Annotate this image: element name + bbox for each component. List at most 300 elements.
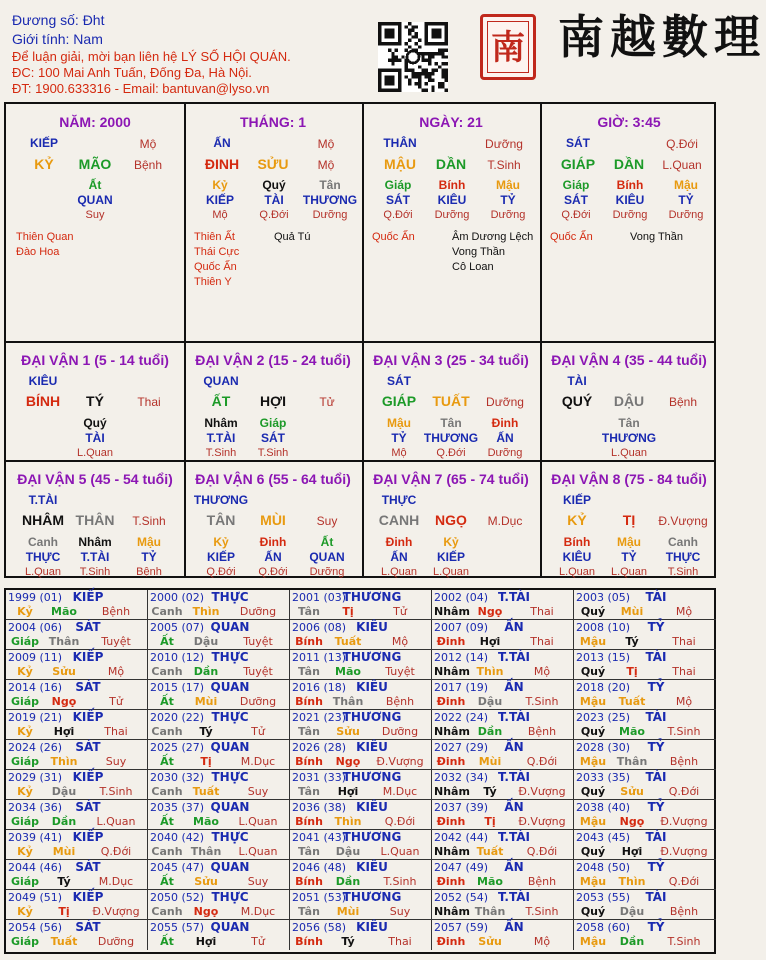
year-label: 2042 (44)	[434, 831, 489, 844]
year-stage: Thai	[104, 725, 128, 738]
hidden-stem-3: Mậu	[496, 178, 520, 192]
year-star: KIÊU	[356, 680, 388, 694]
contact-address: ĐC: 100 Mai Anh Tuấn, Đống Đa, Hà Nội.	[12, 65, 252, 80]
year-stem: Canh	[151, 845, 183, 858]
dai-van-hidden-stage: L.Quan	[24, 566, 62, 578]
dai-van-stem: KỶ	[567, 512, 587, 528]
year-stage: L.Quan	[380, 845, 420, 858]
year-label: 2045 (47)	[150, 861, 205, 874]
year-cell	[574, 650, 716, 680]
year-branch: Hợi	[337, 785, 359, 798]
dai-van-hidden-stage: T.Sinh	[257, 447, 289, 459]
year-star: THƯƠNG	[342, 590, 402, 604]
pillar-branch-stage: T.Sinh	[487, 158, 521, 172]
year-stem: Mậu	[579, 815, 607, 828]
year-cell	[574, 740, 716, 770]
dai-van-hidden-star: SÁT	[261, 431, 285, 445]
year-label: 2000 (02)	[150, 591, 205, 604]
year-star: QUAN	[210, 620, 250, 634]
year-stage: Suy	[105, 755, 127, 768]
dai-van-hidden-stage: T.Sinh	[667, 566, 699, 578]
year-cell	[574, 800, 716, 830]
year-cell	[290, 680, 432, 710]
year-star: KIẾP	[72, 890, 104, 904]
dai-van-hidden-stem: Canh	[28, 535, 58, 549]
year-stem: Đinh	[436, 755, 466, 768]
year-stem: Ất	[160, 875, 174, 888]
auspicious-star: Quốc Ấn	[194, 261, 237, 273]
dai-van-stem: BÍNH	[25, 393, 61, 409]
year-stem: Quý	[580, 725, 606, 738]
year-star: T.TÀI	[498, 710, 530, 724]
year-label: 2025 (27)	[150, 741, 205, 754]
year-star: TÀI	[645, 890, 667, 904]
pillar-branch-stage: L.Quan	[662, 158, 702, 172]
year-label: 2029 (31)	[8, 771, 63, 784]
dai-van-branch: HỢI	[260, 393, 286, 409]
inauspicious-star: Âm Dương Lệch	[452, 231, 534, 243]
year-stem: Quý	[580, 665, 606, 678]
year-stem: Canh	[151, 665, 183, 678]
dai-van-stem: CANH	[378, 512, 420, 528]
auspicious-star: Thiên Ất	[194, 231, 235, 243]
year-label: 2022 (24)	[434, 711, 489, 724]
year-stem: Quý	[580, 605, 606, 618]
pillar-title: GIỜ: 3:45	[597, 114, 661, 130]
year-cell	[432, 800, 574, 830]
dai-van-stem: NHÂM	[22, 512, 64, 528]
year-stage: Bệnh	[669, 905, 699, 918]
year-star: THỰC	[211, 650, 249, 664]
year-star: KIẾP	[72, 710, 104, 724]
auspicious-star: Thiên Quan	[16, 231, 74, 243]
year-stem: Giáp	[10, 815, 40, 828]
hidden-star-1: SÁT	[386, 193, 410, 207]
year-branch: Mùi	[336, 905, 360, 918]
dai-van-hidden-stem: Đinh	[259, 535, 287, 549]
dai-van-hidden-stem: Mậu	[617, 535, 641, 549]
year-stage: Q.Đới	[526, 845, 558, 858]
dai-van-hidden-star: TỶ	[621, 550, 637, 564]
dai-van-2	[184, 343, 362, 460]
dai-van-hidden-star: T.TÀI	[206, 431, 236, 445]
year-star: KIÊU	[356, 860, 388, 874]
year-stem: Đinh	[436, 935, 466, 948]
year-star: T.TÀI	[498, 590, 530, 604]
dai-van-hidden-stem: Quý	[83, 416, 107, 430]
year-label: 2049 (51)	[8, 891, 63, 904]
pillar-title: NĂM: 2000	[59, 114, 131, 130]
year-branch: Sửu	[52, 665, 76, 678]
year-branch: Hợi	[195, 935, 217, 948]
year-branch: Tị	[58, 905, 70, 918]
pillar-stem-stage: Mộ	[139, 137, 157, 151]
pillar-grid	[4, 102, 716, 578]
year-label: 2040 (42)	[150, 831, 205, 844]
hidden-stem-2: Quý	[262, 178, 286, 192]
year-stem: Canh	[151, 905, 183, 918]
year-cell	[6, 890, 148, 920]
year-stem: Bính	[295, 875, 323, 888]
year-label: 2003 (05)	[576, 591, 631, 604]
dai-van-7	[362, 462, 540, 579]
year-stage: T.Sinh	[525, 695, 559, 708]
auspicious-star: Thiên Y	[194, 276, 232, 288]
year-stage: M.Dục	[240, 755, 276, 768]
dai-van-hidden-star: KIÊU	[562, 550, 592, 564]
year-branch: Mão	[477, 875, 503, 888]
annual-luck-table	[4, 588, 716, 954]
year-cell	[574, 860, 716, 890]
year-branch: Dậu	[193, 635, 219, 648]
year-cell	[6, 830, 148, 860]
dai-van-hidden-stage: L.Quan	[432, 566, 470, 578]
year-label: 2039 (41)	[8, 831, 63, 844]
year-stem: Mậu	[579, 935, 607, 948]
dai-van-title: ĐẠI VẬN 7 (65 - 74 tuổi)	[373, 471, 529, 487]
dai-van-branch: THÂN	[75, 512, 115, 528]
year-branch: Mùi	[620, 605, 644, 618]
year-star: KIÊU	[356, 800, 388, 814]
year-star: THỰC	[211, 890, 249, 904]
inauspicious-star: Quả Tú	[274, 231, 311, 243]
year-cell	[290, 890, 432, 920]
year-cell	[574, 890, 716, 920]
year-branch: Thân	[474, 905, 506, 918]
year-branch: Thìn	[334, 815, 362, 828]
year-stage: Mộ	[533, 935, 551, 948]
year-star: T.TÀI	[498, 770, 530, 784]
year-label: 2016 (18)	[292, 681, 347, 694]
year-cell	[290, 860, 432, 890]
dai-van-hidden-stem: Canh	[668, 535, 698, 549]
year-label: 2032 (34)	[434, 771, 489, 784]
year-stem: Quý	[580, 785, 606, 798]
year-star: QUAN	[210, 920, 250, 934]
year-stage: Bệnh	[669, 755, 699, 768]
hidden-stage-3: Dưỡng	[312, 209, 348, 221]
dai-van-8	[540, 462, 718, 579]
dai-van-title: ĐẠI VẬN 6 (55 - 64 tuổi)	[195, 471, 351, 487]
hidden-stage-1: Q.Đới	[561, 209, 591, 221]
year-star: THƯƠNG	[342, 830, 402, 844]
year-stem: Mậu	[579, 755, 607, 768]
dai-van-hidden-star: THỰC	[25, 550, 61, 564]
year-label: 2054 (56)	[8, 921, 63, 934]
year-star: SÁT	[75, 740, 101, 754]
year-stage: T.Sinh	[525, 905, 559, 918]
year-branch: Thân	[190, 845, 222, 858]
year-branch: Tị	[626, 665, 638, 678]
year-cell	[574, 830, 716, 860]
year-branch: Tuất	[476, 845, 504, 858]
year-branch: Ngọ	[51, 695, 77, 708]
year-branch: Mão	[51, 605, 77, 618]
year-stem: Kỷ	[17, 725, 33, 738]
year-label: 2044 (46)	[8, 861, 63, 874]
year-stage: Mộ	[675, 605, 693, 618]
dai-van-star: T.TÀI	[28, 493, 58, 507]
dai-van-stage: Dưỡng	[486, 395, 524, 409]
dai-van-hidden-stem: Kỷ	[213, 535, 229, 549]
year-branch: Dậu	[335, 845, 361, 858]
year-stem: Mậu	[579, 875, 607, 888]
year-star: THƯƠNG	[342, 710, 402, 724]
year-cell	[432, 650, 574, 680]
year-label: 2041 (43)	[292, 831, 347, 844]
year-star: SÁT	[75, 920, 101, 934]
dai-van-title: ĐẠI VẬN 4 (35 - 44 tuổi)	[551, 352, 707, 368]
year-stage: M.Dục	[382, 785, 418, 798]
dai-van-6	[184, 462, 362, 579]
year-stem: Bính	[295, 755, 323, 768]
dai-van-hidden-stage: Bệnh	[136, 566, 162, 578]
year-branch: Mùi	[52, 845, 76, 858]
pillar-stem: KỶ	[34, 156, 54, 172]
year-stage: Tử	[109, 695, 123, 708]
year-star: KIẾP	[72, 770, 104, 784]
dai-van-branch: TUẤT	[432, 393, 470, 409]
year-stage: Thai	[672, 665, 696, 678]
year-stem: Ất	[160, 815, 174, 828]
dai-van-hidden-stem: Tân	[618, 416, 640, 430]
pillar-stem: GIÁP	[560, 156, 596, 172]
year-stage: Bệnh	[527, 875, 557, 888]
dai-van-hidden-stem: Kỷ	[443, 535, 459, 549]
year-star: TÀI	[645, 650, 667, 664]
year-branch: Tuất	[618, 695, 646, 708]
dai-van-hidden-star: TỶ	[141, 550, 157, 564]
year-stage: Thai	[530, 605, 554, 618]
year-star: THỰC	[211, 590, 249, 604]
year-cell	[432, 770, 574, 800]
year-cell	[6, 650, 148, 680]
year-cell	[6, 620, 148, 650]
year-label: 2047 (49)	[434, 861, 489, 874]
dai-van-4	[540, 343, 718, 460]
year-cell	[432, 830, 574, 860]
year-stage: Mộ	[533, 665, 551, 678]
year-cell	[290, 710, 432, 740]
year-branch: Dậu	[477, 695, 503, 708]
dai-van-hidden-star: TỶ	[391, 431, 407, 445]
year-stem: Canh	[151, 605, 183, 618]
dai-van-hidden-stem: Bính	[563, 535, 591, 549]
year-label: 2009 (11)	[8, 651, 63, 664]
year-stage: Đ.Vượng	[518, 785, 566, 798]
year-star: TỶ	[647, 740, 665, 754]
year-branch: Tuất	[192, 785, 220, 798]
year-branch: Hợi	[53, 725, 75, 738]
red-seal-icon: 南	[480, 14, 536, 80]
year-branch: Tý	[483, 785, 497, 798]
year-label: 2010 (12)	[150, 651, 205, 664]
year-stem: Ất	[160, 635, 174, 648]
dai-van-hidden-stem: Đinh	[385, 535, 413, 549]
pillar-stem-stage: Q.Đới	[666, 137, 698, 151]
dai-van-hidden-stage: L.Quan	[558, 566, 596, 578]
year-branch: Dần	[51, 815, 77, 828]
hidden-star-3: TỶ	[500, 193, 516, 207]
hidden-stage-2: Dưỡng	[612, 209, 648, 221]
hidden-stem-1: Giáp	[384, 178, 412, 192]
year-cell	[290, 770, 432, 800]
year-star: KIẾP	[72, 830, 104, 844]
year-star: ẤN	[504, 680, 524, 694]
pillar-stem-star: SÁT	[566, 136, 590, 150]
year-label: 2033 (35)	[576, 771, 631, 784]
dai-van-branch: DẬU	[613, 393, 645, 409]
dai-van-5	[6, 462, 184, 579]
year-cell	[574, 920, 716, 950]
year-stem: Nhâm	[434, 725, 470, 738]
dai-van-stage: M.Dục	[487, 514, 523, 528]
dai-van-title: ĐẠI VẬN 3 (25 - 34 tuổi)	[373, 352, 529, 368]
year-star: ẤN	[504, 620, 524, 634]
year-stage: Bệnh	[385, 695, 415, 708]
pillar-stem-stage: Dưỡng	[485, 137, 523, 151]
dai-van-branch: TÝ	[86, 393, 104, 409]
year-stem: Kỷ	[17, 785, 33, 798]
hidden-stem-1: Ất	[88, 178, 102, 192]
year-stage: L.Quan	[96, 815, 136, 828]
year-label: 2002 (04)	[434, 591, 489, 604]
year-stage: Mộ	[675, 695, 693, 708]
dai-van-hidden-star: T.TÀI	[80, 550, 110, 564]
year-label: 2014 (16)	[8, 681, 63, 694]
year-branch: Hợi	[479, 635, 501, 648]
year-label: 2028 (30)	[576, 741, 631, 754]
year-star: KIÊU	[356, 740, 388, 754]
dai-van-stage: T.Sinh	[132, 514, 166, 528]
year-label: 2051 (53)	[292, 891, 347, 904]
dai-van-hidden-stage: T.Sinh	[205, 447, 237, 459]
year-branch: Sửu	[620, 785, 644, 798]
dai-van-title: ĐẠI VẬN 2 (15 - 24 tuổi)	[195, 352, 351, 368]
year-stage: Đ.Vượng	[660, 845, 708, 858]
year-branch: Mùi	[194, 695, 218, 708]
year-stage: Tử	[251, 935, 265, 948]
pillar-title: THÁNG: 1	[239, 114, 307, 130]
dai-van-title: ĐẠI VẬN 1 (5 - 14 tuổi)	[21, 352, 169, 368]
year-label: 2036 (38)	[292, 801, 347, 814]
year-stage: Dưỡng	[239, 695, 277, 708]
year-stem: Giáp	[10, 875, 40, 888]
year-cell	[148, 740, 290, 770]
year-branch: Tý	[341, 935, 355, 948]
year-label: 2052 (54)	[434, 891, 489, 904]
year-branch: Sửu	[478, 935, 502, 948]
hidden-star-2: KIÊU	[437, 193, 467, 207]
year-star: SÁT	[75, 680, 101, 694]
year-stage: Q.Đới	[668, 875, 700, 888]
year-cell	[574, 770, 716, 800]
dai-van-hidden-stem: Tân	[440, 416, 462, 430]
year-stem: Kỷ	[17, 905, 33, 918]
year-stem: Giáp	[10, 935, 40, 948]
year-cell	[6, 920, 148, 950]
year-label: 2053 (55)	[576, 891, 631, 904]
year-stage: T.Sinh	[383, 875, 417, 888]
year-cell	[290, 800, 432, 830]
year-cell	[432, 710, 574, 740]
year-branch: Mão	[193, 815, 219, 828]
year-stage: L.Quan	[238, 845, 278, 858]
year-branch: Mùi	[478, 755, 502, 768]
year-branch: Ngọ	[335, 755, 361, 768]
year-stage: Mộ	[107, 665, 125, 678]
pillar-branch: DẦN	[435, 156, 467, 172]
dai-van-stem: GIÁP	[381, 393, 417, 409]
hidden-star-2: KIÊU	[615, 193, 645, 207]
dai-van-star: KIẾP	[562, 493, 591, 507]
year-stage: Q.Đới	[100, 845, 132, 858]
year-cell	[432, 620, 574, 650]
hidden-stage-1: Q.Đới	[383, 209, 413, 221]
year-stem: Đinh	[436, 875, 466, 888]
year-star: QUAN	[210, 800, 250, 814]
year-label: 2018 (20)	[576, 681, 631, 694]
auspicious-star: Quốc Ấn	[372, 231, 415, 243]
dai-van-hidden-star: THỰC	[665, 550, 701, 564]
year-star: TỶ	[647, 800, 665, 814]
dai-van-hidden-stage: L.Quan	[76, 447, 114, 459]
year-branch: Thân	[48, 635, 80, 648]
dai-van-hidden-stage: T.Sinh	[79, 566, 111, 578]
year-branch: Tị	[342, 605, 354, 618]
year-label: 2035 (37)	[150, 801, 205, 814]
year-branch: Thân	[616, 755, 648, 768]
year-label: 2015 (17)	[150, 681, 205, 694]
year-label: 2013 (15)	[576, 651, 631, 664]
year-stage: Suy	[389, 905, 411, 918]
year-branch: Mão	[619, 725, 645, 738]
year-stage: Bệnh	[527, 725, 557, 738]
dai-van-stage: Đ.Vượng	[658, 514, 708, 528]
hidden-stage-2: Q.Đới	[259, 209, 289, 221]
dai-van-hidden-star: KIẾP	[436, 550, 465, 564]
year-label: 2008 (10)	[576, 621, 631, 634]
year-branch: Tý	[57, 875, 71, 888]
dai-van-stem: TÂN	[206, 512, 236, 528]
dai-van-hidden-stage: Dưỡng	[309, 566, 345, 578]
year-cell	[432, 920, 574, 950]
dai-van-branch: MÙI	[260, 512, 286, 528]
year-cell	[148, 590, 290, 620]
dai-van-branch: NGỌ	[435, 512, 467, 528]
hidden-star-2: TÀI	[264, 193, 284, 207]
year-label: 2020 (22)	[150, 711, 205, 724]
year-stage: Q.Đới	[668, 785, 700, 798]
year-stem: Bính	[295, 815, 323, 828]
dai-van-star: THƯƠNG	[193, 493, 249, 507]
brand-logo: 南越數理	[558, 10, 766, 64]
year-cell	[6, 800, 148, 830]
dai-van-hidden-stem: Nhâm	[204, 416, 238, 430]
dai-van-hidden-star: QUAN	[309, 550, 345, 564]
dai-van-star: SÁT	[387, 374, 411, 388]
year-cell	[432, 590, 574, 620]
dai-van-hidden-star: KIẾP	[206, 550, 235, 564]
year-cell	[432, 740, 574, 770]
year-cell	[290, 650, 432, 680]
year-branch: Thìn	[618, 875, 646, 888]
year-stage: T.Sinh	[667, 935, 701, 948]
year-label: 2043 (45)	[576, 831, 631, 844]
auspicious-star: Đào Hoa	[16, 246, 60, 258]
year-stage: Đ.Vượng	[660, 815, 708, 828]
year-stage: Dưỡng	[381, 725, 419, 738]
